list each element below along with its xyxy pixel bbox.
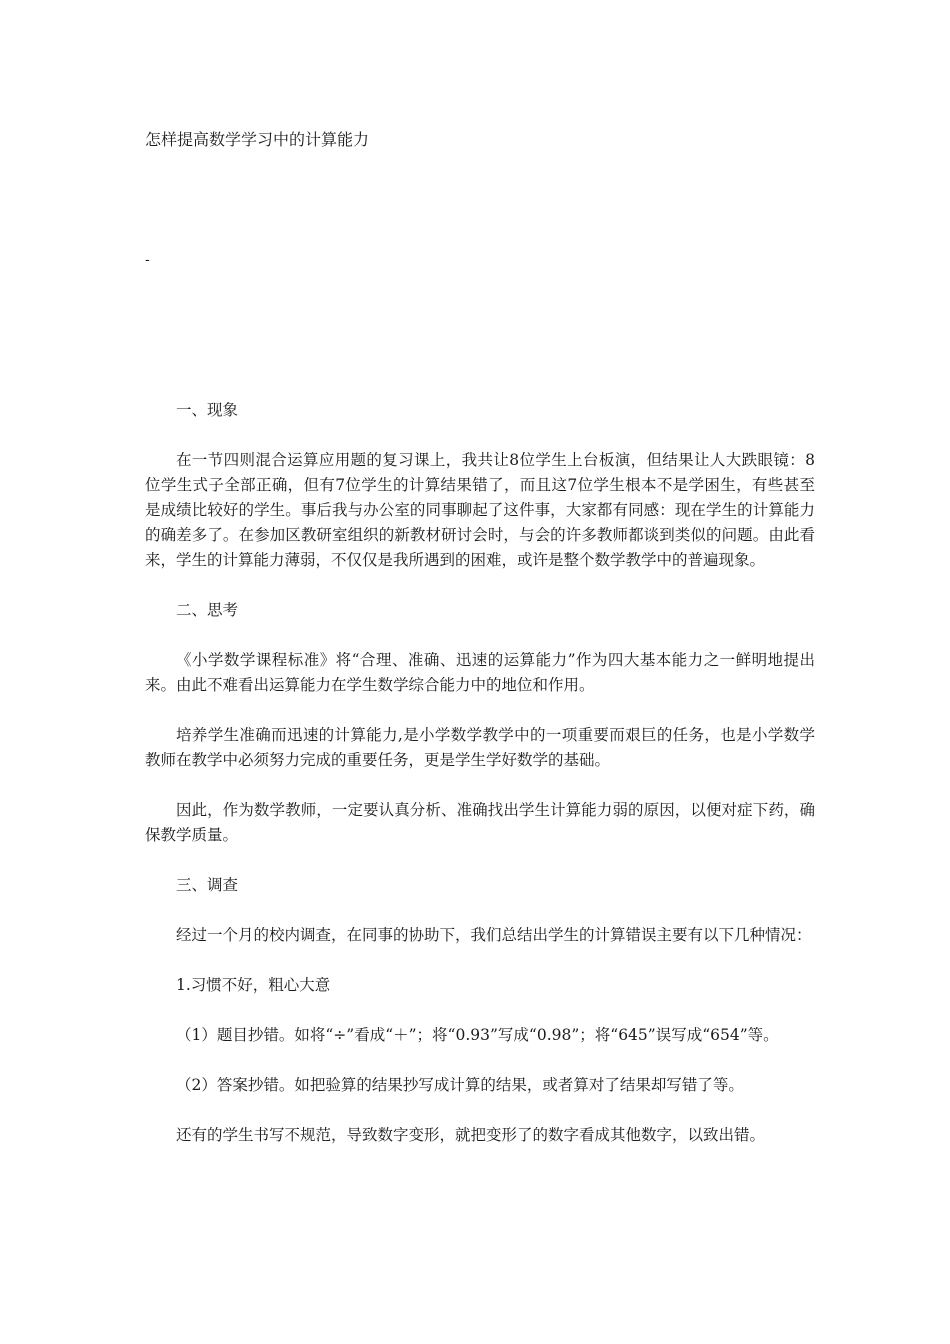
paragraph: 在一节四则混合运算应用题的复习课上，我共让8位学生上台板演，但结果让人大跌眼镜：8位学生式子全部正确，但有7位学生的计算结果错了，而且这7位学生根本不是学困生，有些甚至是成绩比较好的学生。事后我与办公室的同事聊起了这件事，大家都有同感：现在学生的计算能力的确差多了。在参加区教研室组织的新教材研讨会时，与会的许多教师都谈到类似的问题。由此看来，学生的计算能力薄弱，不仅仅是我所遇到的困难，或许是整个数学教学中的普遍现象。 [145,451,815,569]
separator-mark: - [145,252,150,268]
section-heading-survey: 三、调查 [176,876,239,894]
section-heading-phenomenon: 一、现象 [176,401,239,419]
paragraph: （2）答案抄错。如把验算的结果抄写成计算的结果，或者算对了结果却写错了等。 [176,1076,744,1094]
paragraph: 《小学数学课程标准》将“合理、准确、迅速的运算能力”作为四大基本能力之一鲜明地提出来。由此不难看出运算能力在学生数学综合能力中的地位和作用。 [145,651,815,694]
paragraph: 因此，作为数学教师，一定要认真分析、准确找出学生计算能力弱的原因，以便对症下药，确保教学质量。 [145,801,815,844]
document-title: 怎样提高数学学习中的计算能力 [145,130,370,149]
subsection-heading: 1.习惯不好，粗心大意 [176,976,331,994]
section-heading-thinking: 二、思考 [176,601,239,619]
paragraph: 培养学生准确而迅速的计算能力,是小学数学教学中的一项重要而艰巨的任务，也是小学数学教师在教学中必须努力完成的重要任务，更是学生学好数学的基础。 [145,726,815,769]
paragraph: （1）题目抄错。如将“÷”看成“＋”；将“0.93”写成“0.98”；将“645”误写成“654”等。 [176,1026,779,1044]
paragraph: 经过一个月的校内调查，在同事的协助下，我们总结出学生的计算错误主要有以下几种情况： [176,926,812,944]
document-body [145,398,815,1173]
paragraph: 还有的学生书写不规范，导致数字变形，就把变形了的数字看成其他数字，以致出错。 [176,1126,766,1144]
